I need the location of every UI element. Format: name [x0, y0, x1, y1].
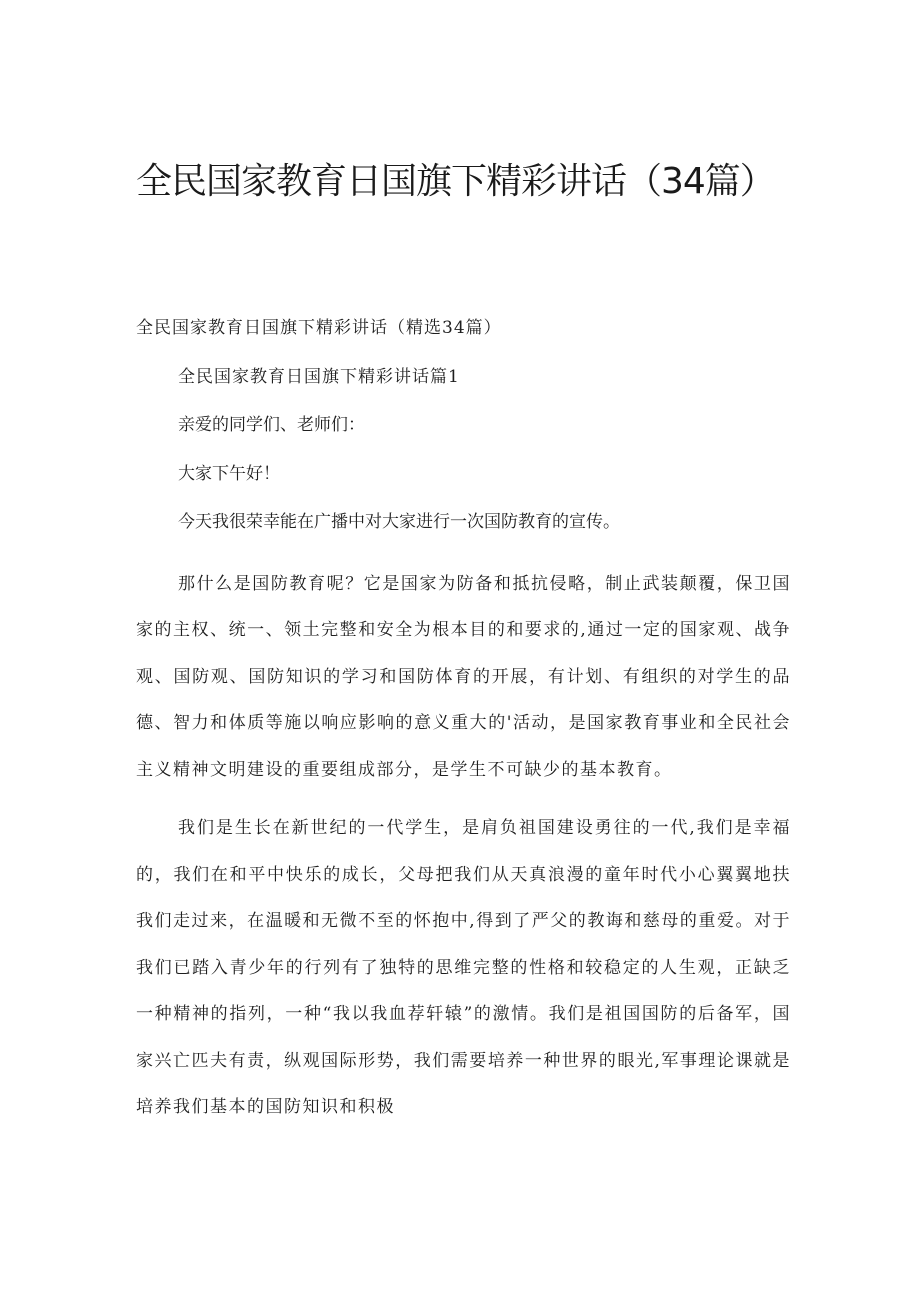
greeting: 大家下午好！ [178, 463, 280, 484]
intro-paragraph: 今天我很荣幸能在广播中对大家进行一次国防教育的宣传。 [178, 512, 620, 532]
document-body [136, 318, 791, 1143]
paragraph-national-defense-definition: 那什么是国防教育呢？它是国家为防备和抵抗侵略，制止武装颠覆，保卫国家的主权、统一、领土完整和安全为根本目的和要求的,通过一定的国家观、战争观、国防观、国防知识的学习和国防体育的开展，有计划、有组织的对学生的品德、智力和体质等施以响应影响的意义重大的'活动，是国家教育事业和全民社会主义精神文明建设的重要组成部分，是学生不可缺少的基本教育。 [136, 573, 791, 780]
paragraph-new-generation: 我们是生长在新世纪的一代学生，是肩负祖国建设勇往的一代,我们是幸福的，我们在和平中快乐的成长，父母把我们从天真浪漫的童年时代小心翼翼地扶我们走过来，在温暖和无微不至的怀抱中,得到了严父的教诲和慈母的重爱。对于我们已踏入青少年的行列有了独特的思维完整的性格和较稳定的人生观，正缺乏一种精神的指列，一种“我以我血荐轩辕”的激情。我们是祖国国防的后备军，国家兴亡匹夫有责，纵观国际形势，我们需要培养一种世界的眼光,军事理论课就是培养我们基本的国防知识和积极 [136, 818, 791, 1117]
document-subtitle: 全民国家教育日国旗下精彩讲话（精选34篇） [136, 318, 502, 338]
section-heading: 全民国家教育日国旗下精彩讲话篇1 [178, 366, 460, 387]
salutation: 亲爱的同学们、老师们： [178, 415, 365, 435]
document-title: 全民国家教育日国旗下精彩讲话（34篇） [136, 161, 775, 202]
